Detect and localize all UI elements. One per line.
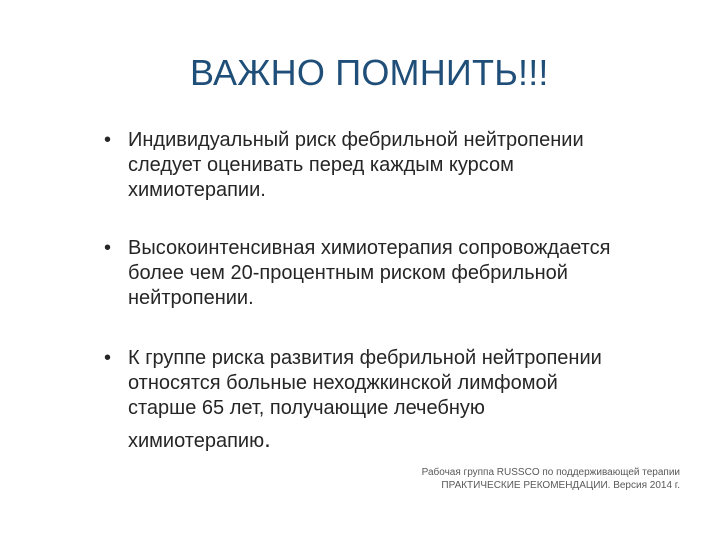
bullet-list (104, 128, 664, 454)
bullet-text-line: старше 65 лет, получающие лечебную (128, 397, 485, 419)
bullet-text-line: относятся больные неходжкинской лимфомой (128, 372, 558, 394)
bullet-text-line: К группе риска развития фебрильной нейтропении (128, 347, 602, 369)
bullet-text-line: следует оценивать перед каждым курсом (128, 154, 514, 176)
bullet-item (104, 236, 664, 311)
bullet-marker: • (104, 237, 112, 259)
bullet-text-line: Высокоинтенсивная химиотерапия сопровождается (128, 237, 611, 259)
bullet-item (104, 346, 664, 454)
bullet-text-line-tail (128, 427, 664, 454)
slide-title: ВАЖНО ПОМНИТЬ!!! (190, 52, 549, 93)
bullet-text-line: более чем 20-процентным риском фебрильной (128, 262, 568, 284)
bullet-marker: • (104, 129, 112, 151)
bullet-item (104, 128, 664, 203)
bullet-text-line: Индивидуальный риск фебрильной нейтропении (128, 129, 584, 151)
bullet-text-line: химиотерапии. (128, 179, 266, 201)
footnote-line: Рабочая группа RUSSCO по поддерживающей терапии (421, 467, 680, 478)
source-footnote (422, 466, 680, 492)
bullet-tail-period: . (264, 426, 271, 453)
bullet-text-line: нейтропении. (128, 287, 254, 309)
bullet-tail-word: химиотерапию (128, 430, 265, 452)
bullet-marker: • (104, 347, 112, 369)
footnote-line: ПРАКТИЧЕСКИЕ РЕКОМЕНДАЦИИ. Версия 2014 г. (441, 480, 680, 491)
